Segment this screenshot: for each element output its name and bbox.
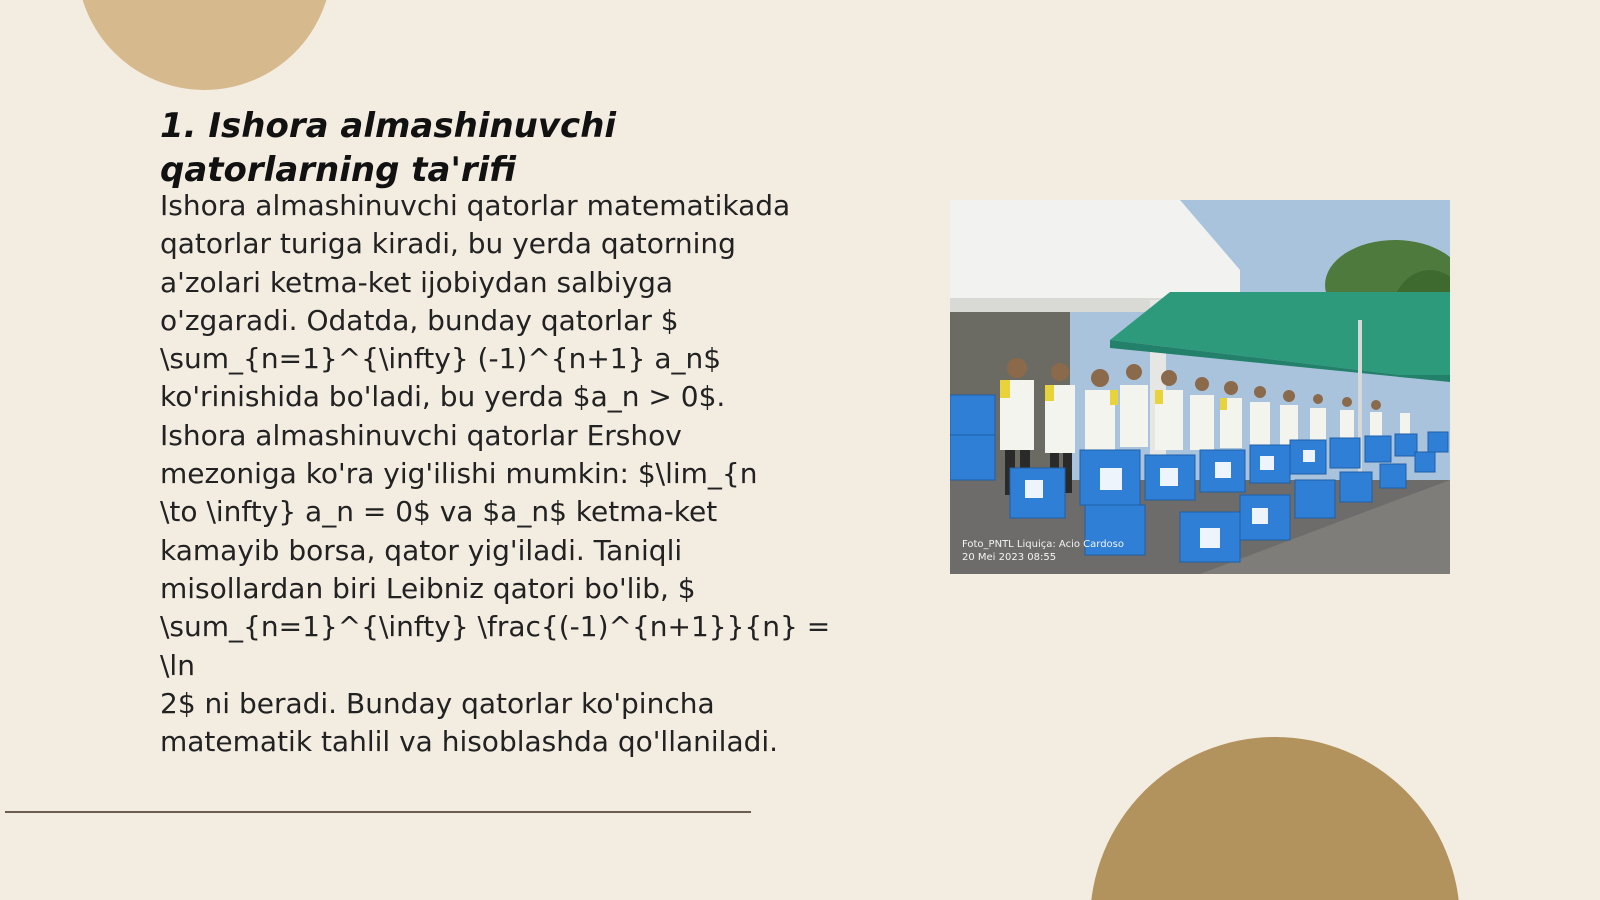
divider-line <box>5 811 751 813</box>
decorative-circle-bottom <box>1090 737 1460 900</box>
slide-body-text: Ishora almashinuvchi qatorlar matematikada qatorlar turiga kiradi, bu yerda qatorning a'zolari ketma-ket ijobiydan salbiyga o'zgaradi. Odatda, bunday qatorlar $ \sum_{n=1}^{\infty} (-1)^{n+1} a_n$ ko'rinishida bo'ladi, bu yerda $a_n > 0$. Ishora almashinuvchi qatorlar Ershov mezoniga ko'ra yig'ilishi mumkin: $\lim_{n \to \infty} a_n = 0$ va $a_n$ ketma-ket kamayib borsa, qator yig'iladi. Taniqli misollardan biri Leibniz qatori bo'lib, $ \sum_{n=1}^{\infty} \frac{(-1)^{n+1}}{n} = \ln 2$ ni beradi. Bunday qatorlar ko'pincha matematik tahlil va hisoblashda qo'llaniladi. <box>160 189 831 759</box>
event-photo <box>950 200 1450 574</box>
decorative-circle-top <box>77 0 332 90</box>
slide-title: 1. Ishora almashinuvchi qatorlarning ta'rifi <box>160 106 617 190</box>
event-photo-illustration <box>950 200 1450 574</box>
photo-caption: Foto_PNTL Liquiça: Acio Cardoso 20 Mei 2023 08:55 <box>962 539 1124 563</box>
